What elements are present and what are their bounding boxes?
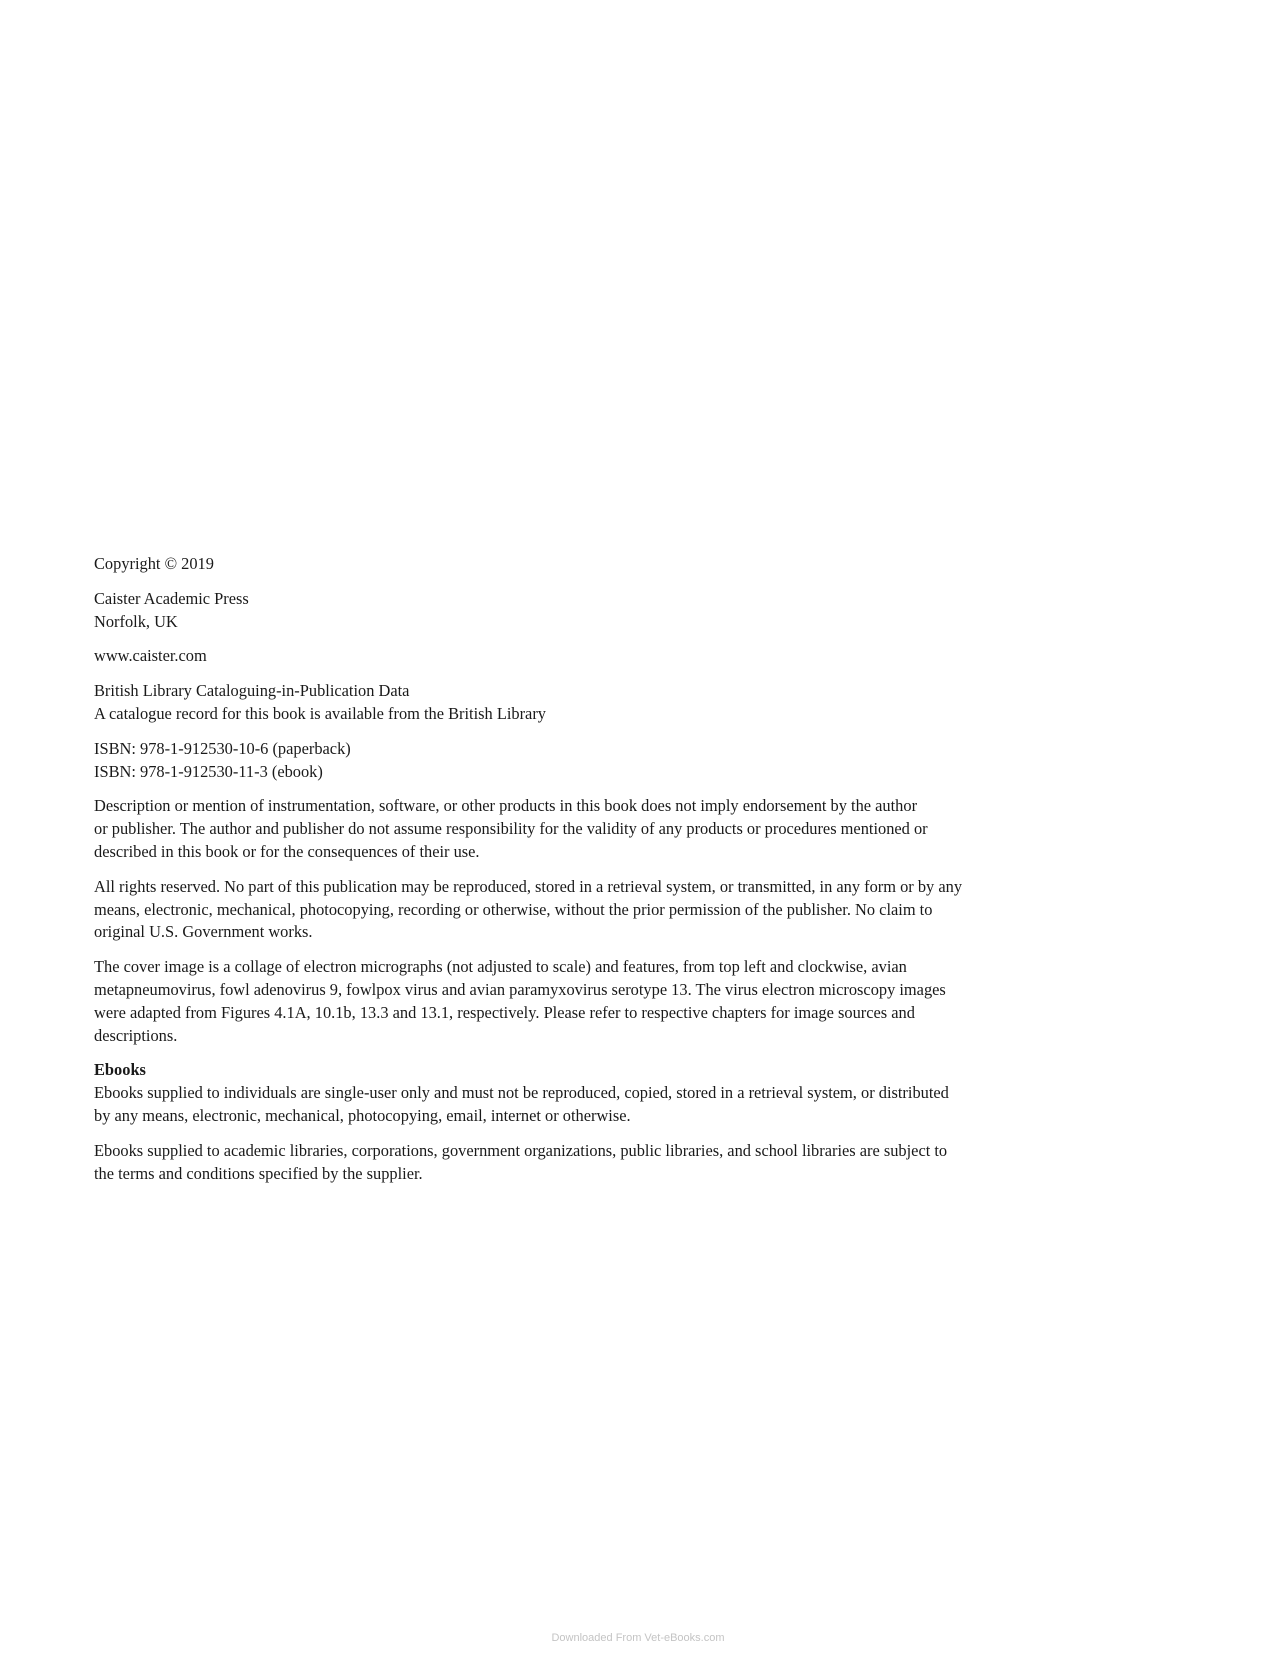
ebooks-individuals-paragraph: [94, 1059, 974, 1127]
ebooks-institutions-line-1: Ebooks supplied to academic libraries, corporations, government organizations, public libraries, and school libraries are subject to: [94, 1140, 948, 1160]
isbn-ebook: ISBN: 978-1-912530-11-3 (ebook): [94, 761, 323, 781]
cover-line-2: metapneumovirus, fowl adenovirus 9, fowlpox virus and avian paramyxovirus serotype 13. The virus electron microscopy images: [94, 979, 946, 999]
disclaimer-line-2: or publisher. The author and publisher do not assume responsibility for the validity of any products or procedures mentioned or: [94, 819, 928, 839]
disclaimer-line-1: Description or mention of instrumentation, software, or other products in this book does not imply endorsement by the author: [94, 796, 918, 816]
disclaimer-paragraph: [94, 795, 974, 863]
cataloguing-line-1: British Library Cataloguing-in-Publication Data: [94, 681, 410, 701]
ebooks-institutions-line-2: the terms and conditions specified by the supplier.: [94, 1163, 423, 1183]
publisher-website: [94, 645, 974, 668]
cataloguing-data: [94, 680, 974, 726]
rights-line-1: All rights reserved. No part of this publication may be reproduced, stored in a retrieval system, or transmitted, in any form or by any: [94, 876, 963, 896]
rights-line-2: means, electronic, mechanical, photocopying, recording or otherwise, without the prior permission of the publisher. No claim to: [94, 899, 933, 919]
isbn-list: [94, 738, 974, 784]
ebooks-individuals-line-2: by any means, electronic, mechanical, photocopying, email, internet or otherwise.: [94, 1105, 631, 1125]
cataloguing-line-2: A catalogue record for this book is available from the British Library: [94, 703, 546, 723]
rights-line-3: original U.S. Government works.: [94, 922, 313, 942]
cover-line-4: descriptions.: [94, 1025, 178, 1045]
copyright-page: [94, 553, 974, 1197]
disclaimer-line-3: described in this book or for the consequences of their use.: [94, 841, 480, 861]
cover-line-1: The cover image is a collage of electron micrographs (not adjusted to scale) and features, from top left and clockwise, avian: [94, 957, 907, 977]
isbn-paperback: ISBN: 978-1-912530-10-6 (paperback): [94, 738, 351, 758]
download-watermark: Downloaded From Vet-eBooks.com: [551, 1632, 725, 1644]
rights-paragraph: [94, 876, 974, 944]
publisher-location: Norfolk, UK: [94, 611, 178, 631]
website-link[interactable]: www.caister.com: [94, 646, 207, 666]
copyright-line: Copyright © 2019: [94, 554, 214, 573]
ebooks-heading: Ebooks: [94, 1060, 146, 1080]
ebooks-individuals-line-1: Ebooks supplied to individuals are single-user only and must not be reproduced, copied, stored in a retrieval system, or distributed: [94, 1083, 949, 1103]
copyright-notice: [94, 553, 974, 576]
publisher-name: Caister Academic Press: [94, 588, 249, 608]
ebooks-institutions-paragraph: [94, 1140, 974, 1186]
cover-line-3: were adapted from Figures 4.1A, 10.1b, 13.3 and 13.1, respectively. Please refer to respective chapters for image sources and: [94, 1002, 915, 1022]
publisher-info: [94, 588, 974, 634]
cover-image-paragraph: [94, 956, 974, 1047]
